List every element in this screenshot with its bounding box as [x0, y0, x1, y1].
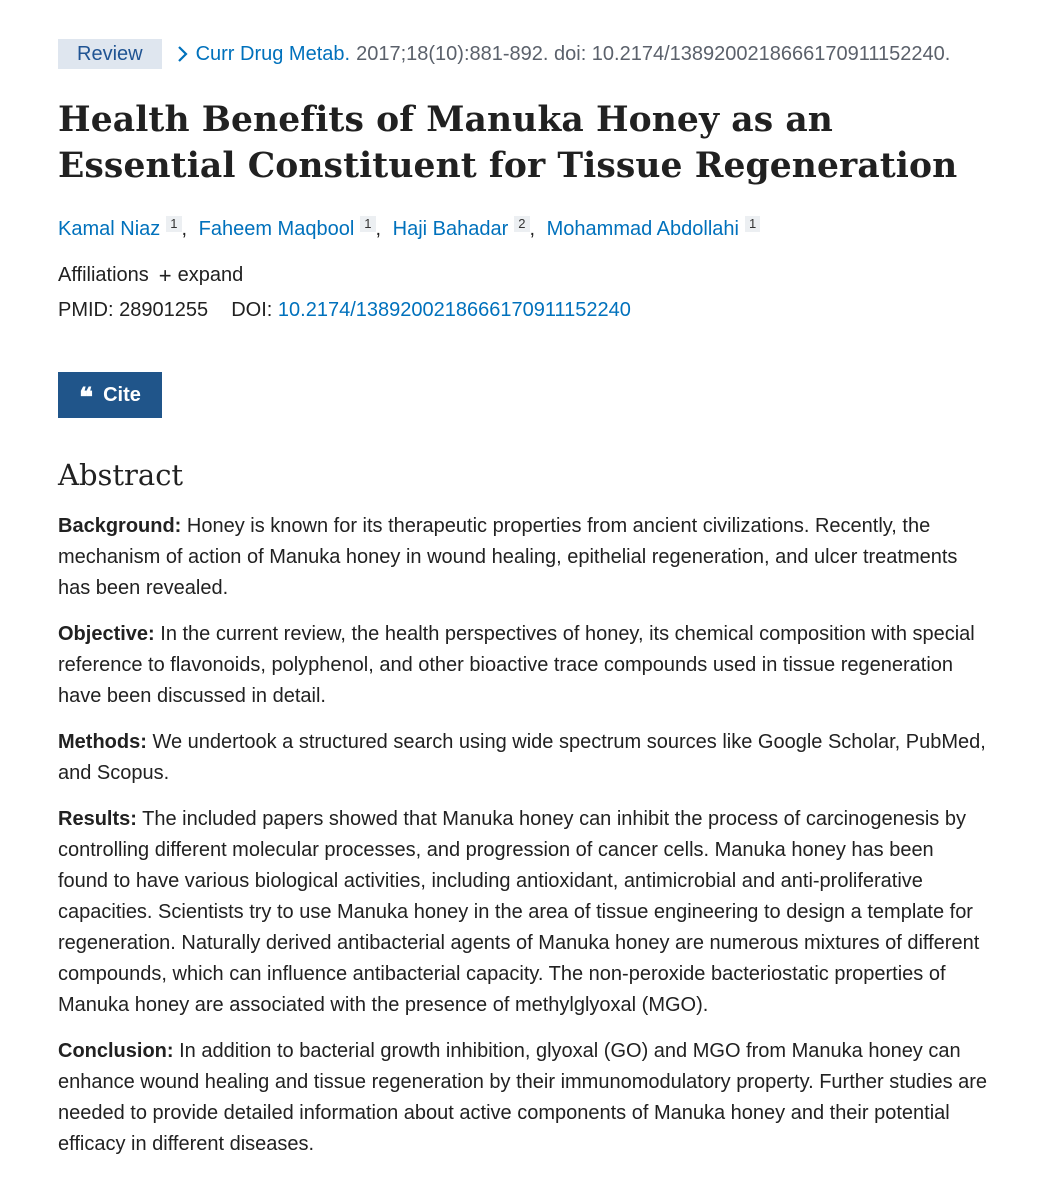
section-label: Objective: [58, 623, 155, 645]
section-text: We undertook a structured search using wide spectrum sources like Google Scholar, PubMed, and Scopus. [58, 731, 986, 784]
journal-link[interactable]: Curr Drug Metab. [195, 42, 351, 65]
section-label: Methods: [58, 731, 147, 753]
author-list: Kamal Niaz 1 , Faheem Maqbool 1 , Haji Bahadar 2 , Mohammad Abdollahi 1 [58, 216, 760, 241]
cite-button-label: Cite [103, 383, 141, 406]
expand-affiliations-button[interactable]: expand [177, 264, 244, 286]
source-row [58, 39, 950, 69]
author-link[interactable]: Faheem Maqbool [198, 218, 355, 240]
author-link[interactable]: Mohammad Abdollahi [546, 218, 739, 240]
cite-button[interactable] [58, 372, 162, 418]
affiliation-number[interactable]: 1 [745, 216, 760, 232]
section-text: In the current review, the health perspectives of honey, its chemical composition with special reference to flavonoids, polyphenol, and other bioactive trace compounds used in tissue regeneration have been discussed in detail. [58, 623, 975, 707]
article-title: Health Benefits of Manuka Honey as an Essential Constituent for Tissue Regeneration [58, 100, 958, 186]
abstract-section-background [58, 511, 988, 604]
quote-icon: ❝ [79, 383, 94, 413]
author-link[interactable]: Haji Bahadar [392, 218, 509, 240]
section-text: In addition to bacterial growth inhibition, glyoxal (GO) and MGO from Manuka honey can enhance wound healing and tissue regeneration by their immunomodulatory property. Further studies are needed to provide detailed information about active components of Manuka honey and their potential efficacy in different diseases. [58, 1040, 988, 1155]
identifiers-row [58, 299, 631, 322]
doi-label: DOI: [231, 299, 273, 321]
abstract-body [58, 511, 988, 1175]
affiliation-number[interactable]: 1 [360, 216, 375, 232]
chevron-right-icon [176, 45, 188, 63]
section-label: Conclusion: [58, 1040, 174, 1062]
doi-link[interactable]: 10.2174/1389200218666170911152240 [277, 299, 631, 321]
affiliations-row [58, 264, 243, 287]
affiliation-number[interactable]: 1 [166, 216, 181, 232]
section-label: Background: [58, 515, 182, 537]
pmid-label: PMID: [58, 299, 114, 321]
affiliations-label: Affiliations [58, 264, 149, 286]
publication-type-badge: Review [58, 39, 162, 69]
plus-icon[interactable]: + [158, 262, 172, 288]
abstract-section-methods [58, 727, 988, 789]
section-text: The included papers showed that Manuka honey can inhibit the process of carcinogenesis by controlling different molecular processes, and progression of cancer cells. Manuka honey has been found to have various biological activities, including antioxidant, antimicrobial and anti-proliferative capacities. Scientists try to use Manuka honey in the area of tissue engineering to design a template for regeneration. Naturally derived antibacterial agents of Manuka honey are numerous mixtures of different compounds, which can influence antibacterial capacity. The non-peroxide bacteriostatic properties of Manuka honey are associated with the presence of methylglyoxal (MGO). [58, 808, 980, 1016]
pmid-value: 28901255 [119, 299, 209, 321]
author-link[interactable]: Kamal Niaz [58, 218, 161, 240]
citation-text: 2017;18(10):881-892. doi: 10.2174/1389200218666170911152240. [356, 42, 951, 65]
abstract-section-conclusion [58, 1036, 988, 1160]
section-text: Honey is known for its therapeutic properties from ancient civilizations. Recently, the mechanism of action of Manuka honey in wound healing, epithelial regeneration, and ulcer treatments has been revealed. [58, 515, 958, 599]
abstract-section-objective [58, 619, 988, 712]
abstract-heading: Abstract [58, 458, 184, 492]
section-label: Results: [58, 808, 137, 830]
abstract-section-results [58, 804, 988, 1021]
affiliation-number[interactable]: 2 [514, 216, 529, 232]
